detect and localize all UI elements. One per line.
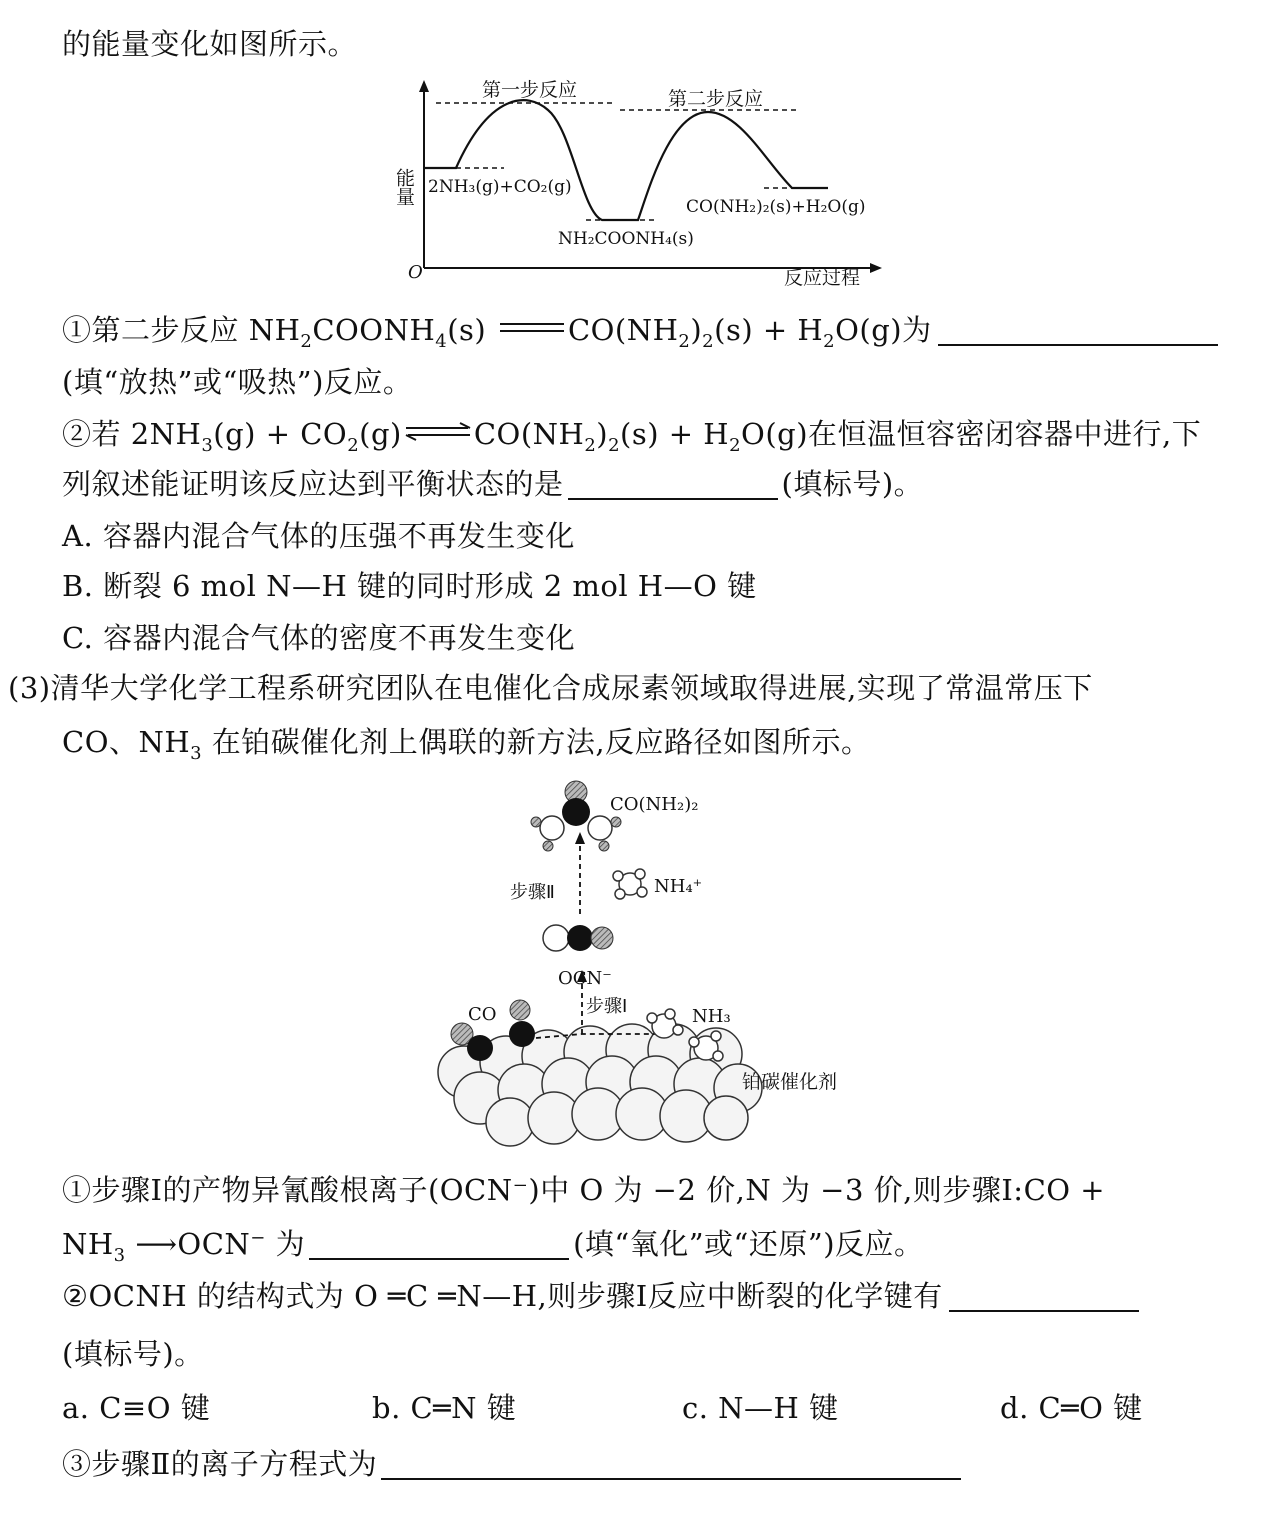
q2-1-line2: (填“放热”或“吸热”)反应。 bbox=[62, 365, 413, 399]
answer-blank-q3-3[interactable] bbox=[381, 1448, 961, 1480]
q3-1-line1: ①步骤Ⅰ的产物异氰酸根离子(OCN⁻)中 O 为 −2 价,N 为 −3 价,则步骤Ⅰ:CO + bbox=[62, 1173, 1106, 1207]
y-axis-label: 能量 bbox=[393, 168, 415, 206]
reactants-label: 2NH₃(g)+CO₂(g) bbox=[428, 177, 572, 197]
nh4-ion bbox=[613, 869, 647, 899]
q3-3-line1: ③步骤Ⅱ的离子方程式为 bbox=[62, 1444, 961, 1484]
option-B: B. 断裂 6 mol N—H 键的同时形成 2 mol H—O 键 bbox=[62, 569, 757, 603]
step2-arrowhead bbox=[575, 832, 585, 844]
pathway-diagram bbox=[420, 772, 900, 1152]
option-A: A. 容器内混合气体的压强不再发生变化 bbox=[62, 519, 575, 553]
energy-diagram bbox=[380, 72, 900, 292]
ocn-ion bbox=[543, 925, 613, 951]
co-molecule-2 bbox=[509, 1000, 535, 1047]
ocn-label: OCN⁻ bbox=[558, 968, 612, 989]
co-label: CO bbox=[468, 1004, 497, 1025]
catalyst-label: 铂碳催化剂 bbox=[742, 1071, 838, 1093]
q3-2-line2: (填标号)。 bbox=[62, 1337, 204, 1371]
q3-line1: (3)清华大学化学工程系研究团队在电催化合成尿素领域取得进展,实现了常温常压下 bbox=[8, 671, 1093, 705]
q3-line2: CO、$NH_3$ 在铂碳催化剂上偶联的新方法,反应路径如图所示。 bbox=[62, 725, 871, 764]
nh3-label: NH₃ bbox=[692, 1006, 731, 1027]
x-axis-arrow bbox=[870, 263, 882, 273]
step2-label: 步骤Ⅱ bbox=[510, 882, 555, 903]
q3-1-line2: $NH_3$ ⟶OCN− 为 (填“氧化”或“还原”)反应。 bbox=[62, 1227, 924, 1266]
urea-molecule bbox=[531, 781, 621, 851]
answer-blank-q2-2[interactable] bbox=[568, 468, 778, 500]
option-a: a. C≡O 键 bbox=[62, 1391, 211, 1425]
step1-label: 步骤Ⅰ bbox=[586, 996, 628, 1017]
q2-2-line1: ②若 $2NH_3(g) + CO_2(g)$ $CO(NH_2)_2(s) + H_2O(g)$在恒温恒容密闭容器中进行,下 bbox=[62, 417, 1202, 456]
option-c: c. N—H 键 bbox=[682, 1391, 839, 1425]
q2-2-line2: 列叙述能证明该反应达到平衡状态的是 (填标号)。 bbox=[62, 467, 924, 501]
step2-label: 第二步反应 bbox=[668, 88, 764, 110]
intermediate-label: NH₂COONH₄(s) bbox=[558, 229, 694, 249]
option-C: C. 容器内混合气体的密度不再发生变化 bbox=[62, 621, 576, 655]
answer-blank-q3-1[interactable] bbox=[309, 1228, 569, 1260]
step1-label: 第一步反应 bbox=[482, 79, 578, 101]
option-b: b. C═N 键 bbox=[372, 1391, 517, 1425]
answer-blank-q2-1[interactable] bbox=[938, 314, 1218, 346]
x-axis-label: 反应过程 bbox=[784, 267, 861, 289]
origin-label: O bbox=[408, 262, 423, 283]
option-d: d. C═O 键 bbox=[1000, 1391, 1143, 1425]
equilibrium-arrow bbox=[402, 422, 474, 442]
equals-sign bbox=[496, 318, 568, 338]
y-axis-arrow bbox=[419, 80, 429, 92]
q3-2-line1: ②OCNH 的结构式为 O ═C ═N—H,则步骤Ⅰ反应中断裂的化学键有 bbox=[62, 1276, 1139, 1316]
q2-1-line1: ①第二步反应 $NH_2COONH_4(s)$ $CO(NH_2)_2(s) + H_2O(g)$为 bbox=[62, 310, 1218, 350]
products-label: CO(NH₂)₂(s)+H₂O(g) bbox=[686, 197, 866, 217]
nh4-label: NH₄⁺ bbox=[654, 876, 703, 897]
intro-line: 的能量变化如图所示。 bbox=[62, 27, 358, 61]
answer-blank-q3-2[interactable] bbox=[949, 1280, 1139, 1312]
urea-label: CO(NH₂)₂ bbox=[610, 794, 699, 815]
